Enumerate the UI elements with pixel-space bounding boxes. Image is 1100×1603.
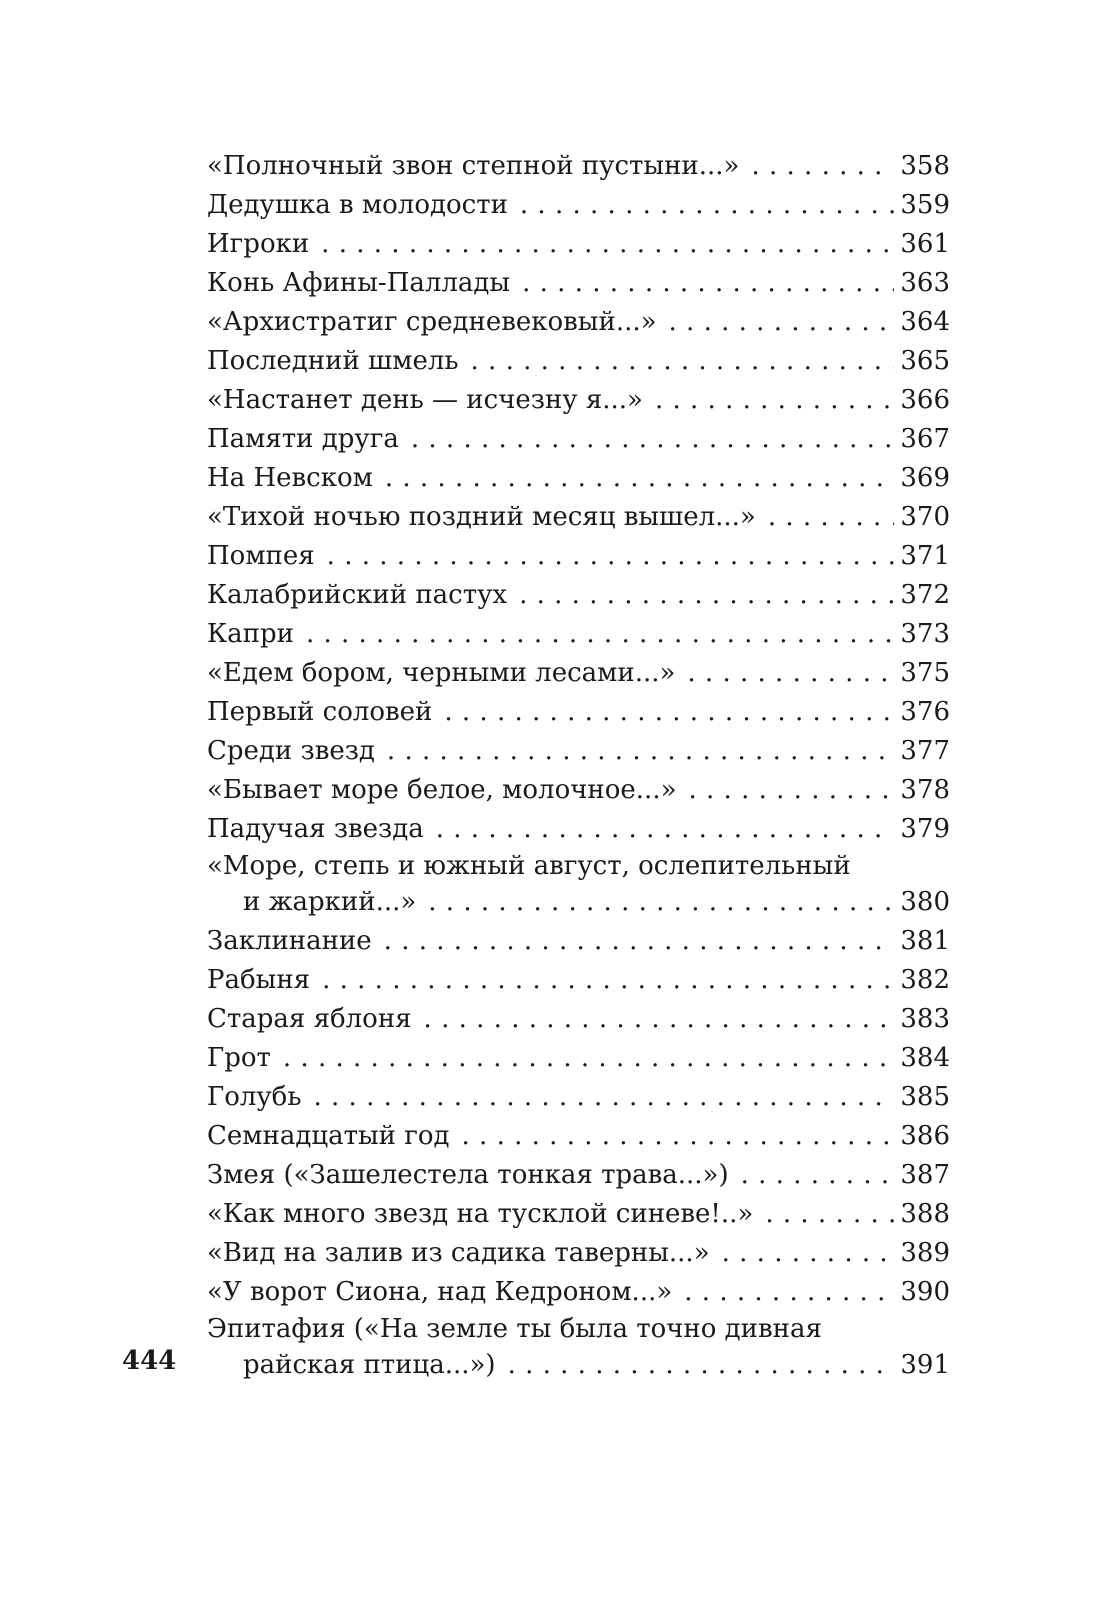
toc-entry-page: 370 [900,502,950,532]
toc-entry-page: 378 [900,775,950,805]
toc-entry-title: Грот [207,1043,271,1073]
toc-entry-title: «Настанет день — исчезну я...» [207,385,643,415]
toc-entry [207,810,950,849]
dot-leader [751,147,894,186]
toc-entry [207,381,950,420]
dot-leader [462,1117,895,1156]
dot-leader [684,1273,894,1312]
toc-entry-page: 365 [900,346,950,376]
toc-entry [207,459,950,498]
toc-entry [207,342,950,381]
dot-leader [436,810,895,849]
dot-leader [387,732,894,771]
toc-entry-page: 381 [900,926,950,956]
dot-leader [385,459,895,498]
toc-entry-title: Конь Афины-Паллады [207,268,511,298]
dot-leader [722,1234,895,1273]
toc-entry-title: «Вид на залив из садика таверны...» [207,1238,710,1268]
toc-entry-page: 358 [900,151,950,181]
toc-entry-page: 371 [900,541,950,571]
toc-entry-title-continuation: райская птица...») [243,1350,496,1380]
toc-entry-title: На Невском [207,463,373,493]
toc-entry-page: 377 [900,736,950,766]
toc-entry-page: 373 [900,619,950,649]
toc-entry-page: 363 [900,268,950,298]
toc-entry-page: 375 [900,658,950,688]
toc-entry-page: 389 [900,1238,950,1268]
toc-entry [207,147,950,186]
table-of-contents [207,147,950,1385]
dot-leader [283,1039,894,1078]
toc-entry-title: Дедушка в молодости [207,190,508,220]
toc-entry [207,420,950,459]
dot-leader [322,961,894,1000]
toc-entry-page: 361 [900,229,950,259]
dot-leader [520,186,894,225]
dot-leader [444,693,894,732]
dot-leader [471,342,895,381]
toc-entry [207,537,950,576]
dot-leader [669,303,895,342]
toc-entry [207,1273,950,1312]
dot-leader [768,498,895,537]
toc-entry-page: 386 [900,1121,950,1151]
toc-entry [207,771,950,810]
toc-entry-title: «Полночный звон степной пустыни...» [207,151,740,181]
dot-leader [655,381,894,420]
toc-entry [207,693,950,732]
toc-entry [207,498,950,537]
toc-entry-title: «Как много звезд на тусклой синеве!..» [207,1199,754,1229]
toc-entry [207,732,950,771]
toc-entry-title: Игроки [207,229,310,259]
dot-leader [384,922,895,961]
toc-entry [207,1195,950,1234]
toc-entry-title: Семнадцатый год [207,1121,450,1151]
toc-entry [207,576,950,615]
toc-entry-page: 385 [900,1082,950,1112]
toc-entry-title: Первый соловей [207,697,433,727]
toc-entry [207,186,950,225]
dot-leader [327,537,895,576]
toc-entry-page: 384 [900,1043,950,1073]
dot-leader [428,883,894,922]
dot-leader [765,1195,894,1234]
dot-leader [508,1346,895,1385]
toc-entry-title: «Тихой ночью поздний месяц вышел...» [207,502,756,532]
toc-entry-title: Капри [207,619,294,649]
dot-leader [424,1000,895,1039]
dot-leader [411,420,895,459]
toc-entry-page: 372 [900,580,950,610]
dot-leader [519,576,894,615]
toc-entry-title: Последний шмель [207,346,459,376]
toc-entry [207,264,950,303]
toc-entry-title: Старая яблоня [207,1004,412,1034]
dot-leader [314,1078,895,1117]
toc-entry-title-continuation: и жаркий...» [243,887,417,917]
toc-entry [207,961,950,1000]
toc-entry-title: «Море, степь и южный август, ослепительный [207,851,851,881]
toc-entry-page: 382 [900,965,950,995]
page-number: 444 [122,1346,177,1376]
dot-leader [687,654,894,693]
toc-entry-page: 359 [900,190,950,220]
toc-entry [207,225,950,264]
toc-entry-page: 388 [900,1199,950,1229]
toc-entry-title: Эпитафия («На земле ты была точно дивная [207,1314,822,1344]
dot-leader [321,225,894,264]
dot-leader [522,264,894,303]
toc-entry-page: 380 [900,887,950,917]
toc-entry-page: 376 [900,697,950,727]
toc-entry-title: Среди звезд [207,736,375,766]
toc-entry [207,1039,950,1078]
dot-leader [306,615,894,654]
toc-entry-page: 387 [900,1160,950,1190]
toc-entry [207,1234,950,1273]
toc-entry-title: Змея («Зашелестела тонкая трава...») [207,1160,729,1190]
toc-entry-page: 379 [900,814,950,844]
toc-entry-title: Заклинание [207,926,372,956]
toc-entry [207,1000,950,1039]
toc-entry [207,654,950,693]
toc-entry [207,1156,950,1195]
toc-entry-title: Голубь [207,1082,302,1112]
toc-entry-page: 367 [900,424,950,454]
toc-entry [207,922,950,961]
toc-entry-page: 383 [900,1004,950,1034]
toc-entry [207,303,950,342]
toc-entry-title: «У ворот Сиона, над Кедроном...» [207,1277,673,1307]
toc-entry-title: «Архистратиг средневековый...» [207,307,657,337]
toc-entry-title: Рабыня [207,965,311,995]
toc-entry-title: Памяти друга [207,424,399,454]
toc-entry-page: 366 [900,385,950,415]
dot-leader [741,1156,895,1195]
dot-leader [689,771,895,810]
toc-entry-title: «Едем бором, черными лесами...» [207,658,676,688]
toc-entry-title: Падучая звезда [207,814,424,844]
toc-entry-page: 391 [900,1350,950,1380]
toc-entry [207,615,950,654]
toc-entry-page: 369 [900,463,950,493]
toc-entry [207,1312,950,1385]
toc-entry-title: Помпея [207,541,315,571]
toc-entry-page: 390 [900,1277,950,1307]
toc-entry [207,1117,950,1156]
toc-entry-page: 364 [900,307,950,337]
toc-entry [207,849,950,922]
toc-entry [207,1078,950,1117]
toc-entry-title: «Бывает море белое, молочное...» [207,775,677,805]
toc-entry-title: Калабрийский пастух [207,580,508,610]
